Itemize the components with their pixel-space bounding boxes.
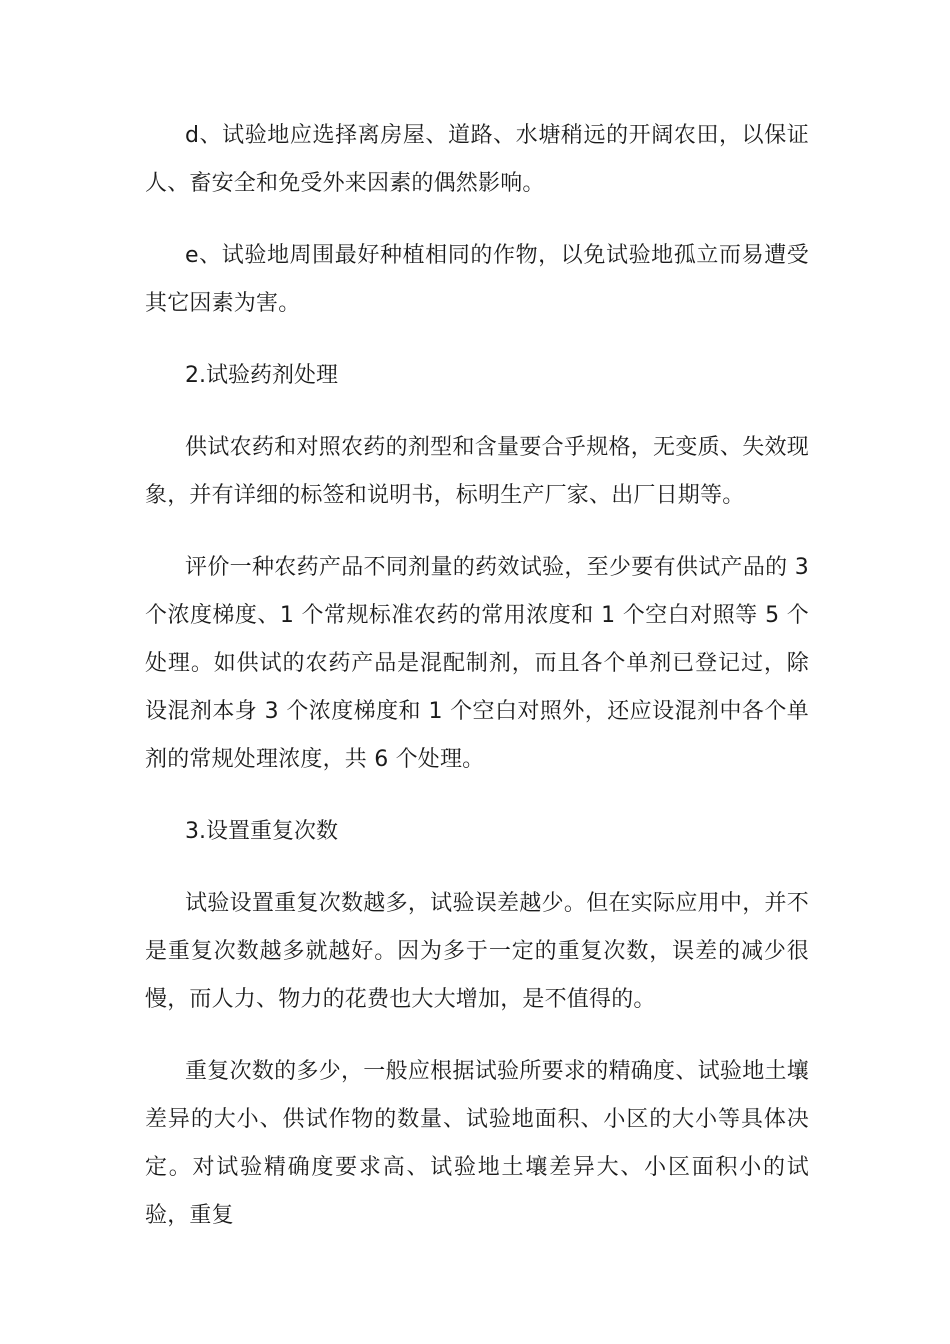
document-body [145, 112, 809, 1264]
paragraph-reagent-spec: 供试农药和对照农药的剂型和含量要合乎规格，无变质、失效现象，并有详细的标签和说明书，标明生产厂家、出厂日期等。 [145, 435, 809, 508]
paragraph-dosage-treatments: 评价一种农药产品不同剂量的药效试验，至少要有供试产品的 3 个浓度梯度、1 个常规标准农药的常用浓度和 1 个空白对照等 5 个处理。如供试的农药产品是混配制剂，而且各个单剂已登记过，除设混剂本身 3 个浓度梯度和 1 个空白对照外，还应设混剂中各个单剂的常规处理浓度，共 6 个处理。 [145, 555, 809, 772]
section-heading-replicates: 3.设置重复次数 [185, 819, 338, 844]
paragraph-site-selection-d: d、试验地应选择离房屋、道路、水塘稍远的开阔农田，以保证人、畜安全和免受外来因素的偶然影响。 [145, 123, 809, 196]
paragraph-replicate-tradeoff: 试验设置重复次数越多，试验误差越少。但在实际应用中，并不是重复次数越多就越好。因为多于一定的重复次数，误差的减少很慢，而人力、物力的花费也大大增加，是不值得的。 [145, 891, 809, 1012]
paragraph-replicate-factors: 重复次数的多少，一般应根据试验所要求的精确度、试验地土壤差异的大小、供试作物的数量、试验地面积、小区的大小等具体决定。对试验精确度要求高、试验地土壤差异大、小区面积小的试验，重复 [145, 1059, 809, 1228]
section-heading-reagent-treatment: 2.试验药剂处理 [185, 363, 338, 388]
paragraph-site-selection-e: e、试验地周围最好种植相同的作物，以免试验地孤立而易遭受其它因素为害。 [145, 243, 809, 316]
